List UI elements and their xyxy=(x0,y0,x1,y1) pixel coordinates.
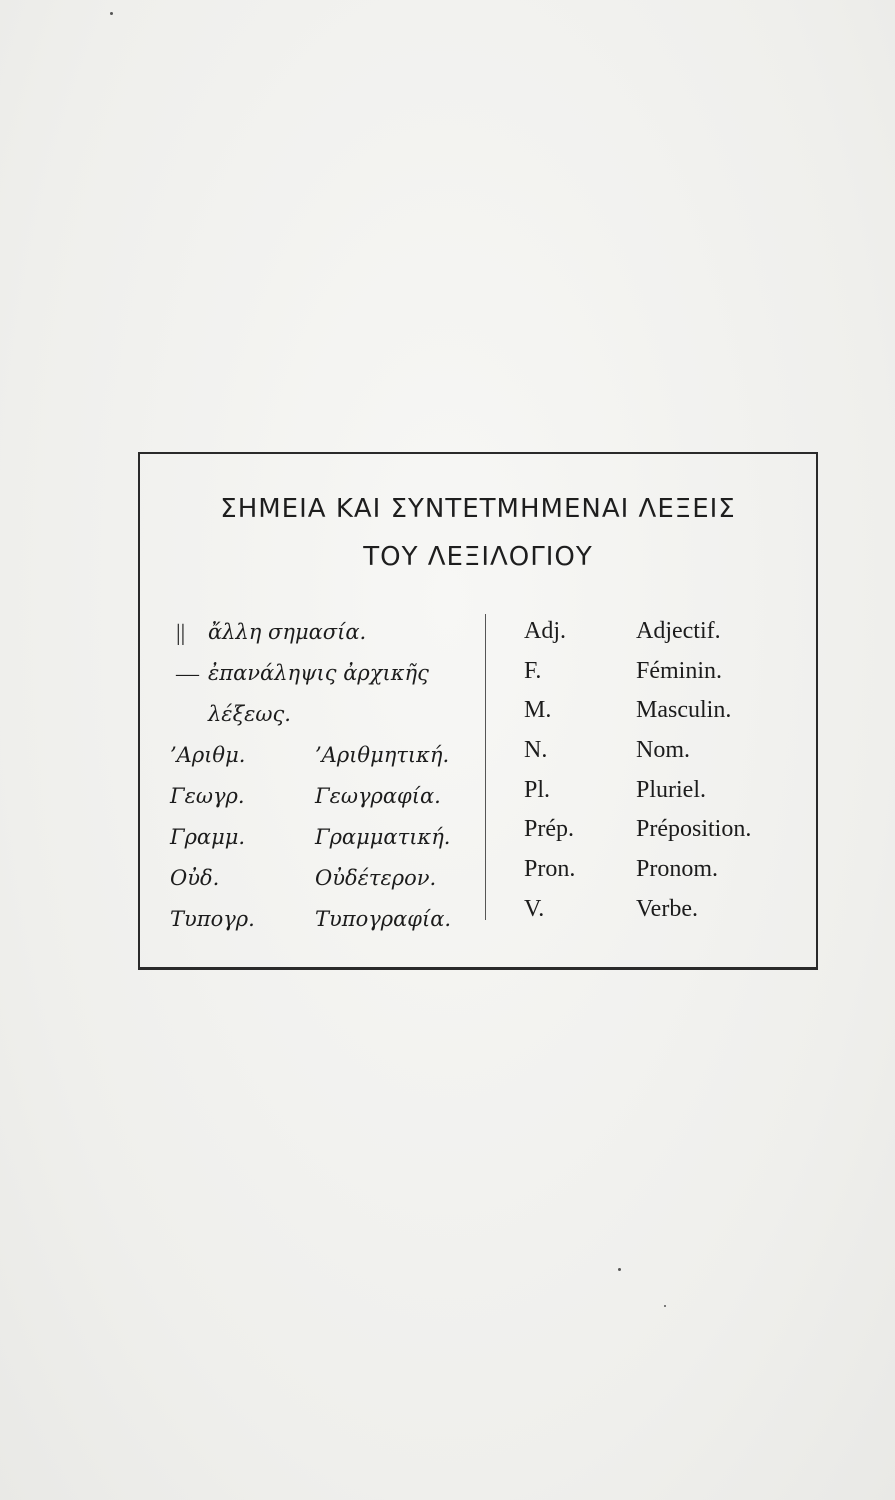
list-item xyxy=(524,896,814,936)
list-item xyxy=(524,658,814,698)
list-item-abbr: — xyxy=(176,661,199,686)
list-item-abbr: F. xyxy=(524,657,542,684)
list-item-meaning: Verbe. xyxy=(636,895,698,922)
list-item xyxy=(170,866,490,907)
list-item-abbr: Γραμμ. xyxy=(170,825,246,849)
list-item-meaning: Féminin. xyxy=(636,657,723,684)
list-item-abbr: M. xyxy=(524,697,552,724)
list-item xyxy=(524,737,814,777)
list-item xyxy=(524,618,814,658)
list-item-abbr: V. xyxy=(524,895,545,922)
list-item-meaning: Οὐδέτερον. xyxy=(315,866,437,890)
list-item-meaning: ἄλλη σημασία. xyxy=(208,620,367,644)
list-item-meaning: Γραμματική. xyxy=(315,825,451,849)
greek-abbreviations-column xyxy=(170,620,490,948)
list-item xyxy=(170,743,490,784)
list-item-meaning: Masculin. xyxy=(636,697,732,724)
list-item-abbr: ’Αριθμ. xyxy=(170,743,246,767)
list-item-meaning: ἐπανάληψις ἀρχικῆς xyxy=(208,661,429,685)
list-item-abbr: Τυπογρ. xyxy=(170,907,255,931)
french-abbreviations-column xyxy=(524,618,814,936)
list-item-meaning: Préposition. xyxy=(636,816,752,843)
list-item xyxy=(170,661,490,702)
list-item-abbr: Prép. xyxy=(524,816,574,843)
list-item-abbr: Οὐδ. xyxy=(170,866,220,890)
ink-speck xyxy=(110,12,113,15)
list-item-abbr: || xyxy=(176,620,186,645)
ink-speck xyxy=(618,1268,621,1271)
list-item-abbr: Pl. xyxy=(524,776,551,803)
list-item-meaning: Nom. xyxy=(636,737,690,764)
list-item-meaning: Pronom. xyxy=(636,856,719,883)
list-item xyxy=(170,907,490,948)
list-item-meaning: Τυπογραφία. xyxy=(315,907,452,931)
list-item xyxy=(524,697,814,737)
list-item-abbr: Pron. xyxy=(524,856,576,883)
list-item-meaning: Γεωγραφία. xyxy=(315,784,441,808)
list-item-meaning: Adjectif. xyxy=(636,618,721,644)
list-item-meaning: λέξεως. xyxy=(208,702,291,726)
list-item xyxy=(170,784,490,825)
list-item-abbr: Γεωγρ. xyxy=(170,784,245,808)
list-item xyxy=(170,620,490,661)
list-item-meaning: Pluriel. xyxy=(636,776,706,803)
list-item xyxy=(524,777,814,817)
list-item-abbr: Adj. xyxy=(524,618,566,644)
list-item-meaning: ’Αριθμητική. xyxy=(315,743,450,767)
list-item xyxy=(524,816,814,856)
table-title-line-1: ΣΗΜΕΙΑ ΚΑΙ ΣΥΝΤΕΤΜΗΜΕΝΑΙ ΛΕΞΕΙΣ xyxy=(220,494,736,524)
ink-speck xyxy=(664,1305,666,1307)
abbreviations-table xyxy=(138,452,818,970)
list-item-abbr: N. xyxy=(524,737,548,764)
list-item xyxy=(524,856,814,896)
list-item xyxy=(170,825,490,866)
column-divider xyxy=(485,614,486,920)
table-title-line-2: ΤΟΥ ΛΕΞΙΛΟΓΙΟΥ xyxy=(363,542,593,572)
list-item xyxy=(170,702,490,743)
